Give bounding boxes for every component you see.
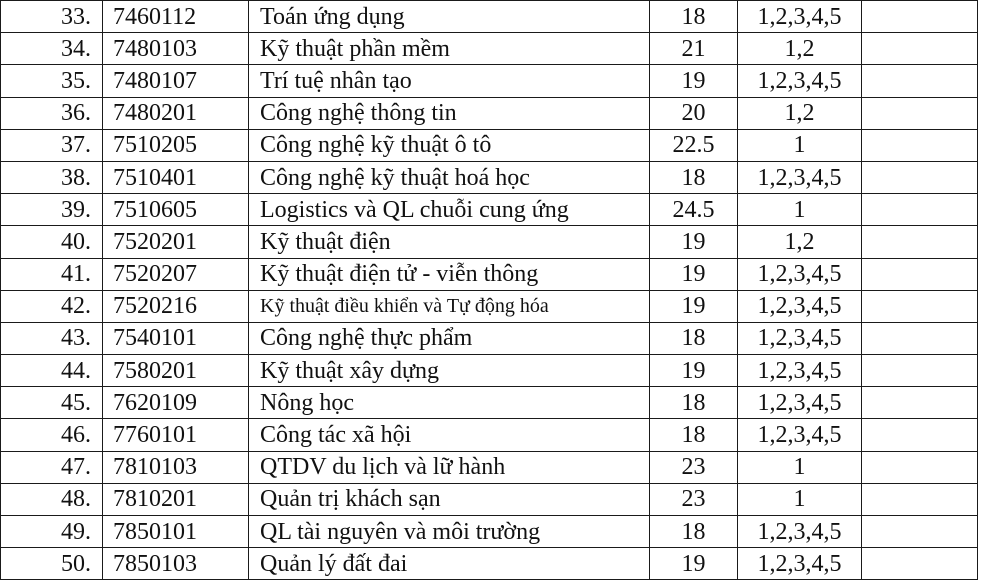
major-code: 7460112 (103, 1, 249, 33)
major-name: Quản lý đất đai (249, 548, 650, 580)
table-row (1, 483, 978, 515)
table-row (1, 226, 978, 258)
score: 18 (650, 387, 738, 419)
major-name: Kỹ thuật điện (249, 226, 650, 258)
score: 18 (650, 516, 738, 548)
note (862, 129, 978, 161)
major-code: 7760101 (103, 419, 249, 451)
criteria: 1,2,3,4,5 (738, 387, 862, 419)
major-code: 7520216 (103, 290, 249, 322)
table-row (1, 387, 978, 419)
note (862, 194, 978, 226)
score: 18 (650, 161, 738, 193)
major-name: QL tài nguyên và môi trường (249, 516, 650, 548)
row-number: 45. (1, 387, 103, 419)
criteria: 1,2 (738, 226, 862, 258)
note (862, 65, 978, 97)
table-row (1, 97, 978, 129)
criteria: 1 (738, 483, 862, 515)
note (862, 419, 978, 451)
table-row (1, 355, 978, 387)
table-row (1, 1, 978, 33)
table-body (1, 1, 978, 580)
note (862, 516, 978, 548)
score: 18 (650, 419, 738, 451)
score: 23 (650, 451, 738, 483)
row-number: 44. (1, 355, 103, 387)
row-number: 37. (1, 129, 103, 161)
score: 22.5 (650, 129, 738, 161)
criteria: 1,2,3,4,5 (738, 290, 862, 322)
row-number: 42. (1, 290, 103, 322)
major-code: 7520201 (103, 226, 249, 258)
criteria: 1,2,3,4,5 (738, 161, 862, 193)
major-name: QTDV du lịch và lữ hành (249, 451, 650, 483)
note (862, 355, 978, 387)
score: 24.5 (650, 194, 738, 226)
major-name: Quản trị khách sạn (249, 483, 650, 515)
criteria: 1,2,3,4,5 (738, 322, 862, 354)
major-code: 7810103 (103, 451, 249, 483)
criteria: 1,2 (738, 97, 862, 129)
note (862, 290, 978, 322)
note (862, 548, 978, 580)
criteria: 1,2,3,4,5 (738, 65, 862, 97)
score: 19 (650, 290, 738, 322)
note (862, 451, 978, 483)
major-name: Công nghệ thông tin (249, 97, 650, 129)
table-row (1, 419, 978, 451)
major-name: Công nghệ kỹ thuật ô tô (249, 129, 650, 161)
row-number: 49. (1, 516, 103, 548)
score: 19 (650, 226, 738, 258)
row-number: 36. (1, 97, 103, 129)
criteria: 1,2 (738, 33, 862, 65)
major-code: 7480107 (103, 65, 249, 97)
major-name: Công tác xã hội (249, 419, 650, 451)
row-number: 46. (1, 419, 103, 451)
note (862, 258, 978, 290)
note (862, 322, 978, 354)
major-code: 7510205 (103, 129, 249, 161)
table-row (1, 33, 978, 65)
criteria: 1 (738, 129, 862, 161)
criteria: 1 (738, 194, 862, 226)
row-number: 33. (1, 1, 103, 33)
table-row (1, 290, 978, 322)
major-code: 7850103 (103, 548, 249, 580)
major-name: Công nghệ kỹ thuật hoá học (249, 161, 650, 193)
table-row (1, 65, 978, 97)
criteria: 1,2,3,4,5 (738, 258, 862, 290)
score: 19 (650, 258, 738, 290)
major-name: Logistics và QL chuỗi cung ứng (249, 194, 650, 226)
major-name: Công nghệ thực phẩm (249, 322, 650, 354)
table-row (1, 129, 978, 161)
table-row (1, 322, 978, 354)
table-row (1, 194, 978, 226)
major-code: 7520207 (103, 258, 249, 290)
row-number: 47. (1, 451, 103, 483)
score: 18 (650, 1, 738, 33)
criteria: 1,2,3,4,5 (738, 548, 862, 580)
row-number: 50. (1, 548, 103, 580)
note (862, 387, 978, 419)
major-name: Kỹ thuật điều khiển và Tự động hóa (249, 290, 650, 322)
table-row (1, 548, 978, 580)
major-name: Trí tuệ nhân tạo (249, 65, 650, 97)
major-name: Nông học (249, 387, 650, 419)
table-row (1, 516, 978, 548)
score: 19 (650, 355, 738, 387)
score: 18 (650, 322, 738, 354)
score: 23 (650, 483, 738, 515)
score: 20 (650, 97, 738, 129)
score: 19 (650, 548, 738, 580)
row-number: 41. (1, 258, 103, 290)
note (862, 226, 978, 258)
major-name: Toán ứng dụng (249, 1, 650, 33)
row-number: 48. (1, 483, 103, 515)
major-name: Kỹ thuật xây dựng (249, 355, 650, 387)
score: 21 (650, 33, 738, 65)
note (862, 1, 978, 33)
table-row (1, 161, 978, 193)
major-name: Kỹ thuật phần mềm (249, 33, 650, 65)
criteria: 1,2,3,4,5 (738, 419, 862, 451)
major-code: 7620109 (103, 387, 249, 419)
row-number: 43. (1, 322, 103, 354)
note (862, 161, 978, 193)
table-row (1, 451, 978, 483)
score: 19 (650, 65, 738, 97)
major-code: 7510605 (103, 194, 249, 226)
note (862, 483, 978, 515)
major-code: 7510401 (103, 161, 249, 193)
major-code: 7850101 (103, 516, 249, 548)
row-number: 38. (1, 161, 103, 193)
major-name: Kỹ thuật điện tử - viễn thông (249, 258, 650, 290)
row-number: 34. (1, 33, 103, 65)
note (862, 33, 978, 65)
row-number: 40. (1, 226, 103, 258)
criteria: 1,2,3,4,5 (738, 355, 862, 387)
major-code: 7480201 (103, 97, 249, 129)
major-code: 7580201 (103, 355, 249, 387)
table-row (1, 258, 978, 290)
row-number: 39. (1, 194, 103, 226)
major-code: 7540101 (103, 322, 249, 354)
criteria: 1,2,3,4,5 (738, 516, 862, 548)
major-code: 7480103 (103, 33, 249, 65)
criteria: 1,2,3,4,5 (738, 1, 862, 33)
row-number: 35. (1, 65, 103, 97)
note (862, 97, 978, 129)
major-code: 7810201 (103, 483, 249, 515)
criteria: 1 (738, 451, 862, 483)
